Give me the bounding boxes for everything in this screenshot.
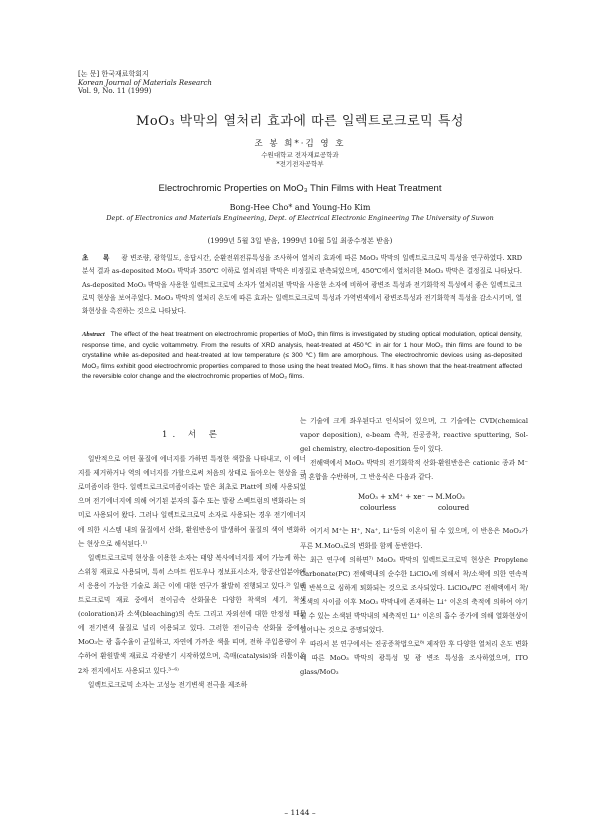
equation-label-coloured: coloured [438,504,470,513]
korean-abstract-text: 광 변조량, 광학밀도, 응답시간, 순환전위전류특성을 조사하여 열처리 효과에 따른 MoO₃ 박막의 일렉트로크로믹 특성을 연구하였다. XRD 분석 결과 as-deposited MoO₃ 박막과 350℃ 이하로 열처리된 박막은 비정질로 판측되었으며, 450℃에서 열처리한 MoO₃ 박막은 결정질로 나타났다. As-deposited MoO₃ 박막을 사용한 일렉트로크로믹 소자가 열처리된 박막을 사용한 소자에 비하여 광변조 특성과 전기화학적 특성에서 좋은 일렉트로크로믹 현상을 보여주었다. MoO₃ 박막의 열처리 온도에 따른 효과는 일렉트로크로믹 특성과 가역변색에서 광변조특성과 전기화학적 특성을 감소시키며, 열화현상을 촉진하는 것으로 나타났다. [82,254,522,316]
english-abstract-text: The effect of the heat treatment on electrochromic properties of MoO₃ thin films is investigated by studing optical modulation, optical density, response time, and cyclic voltammetry. From the results of XRD analysis, heat-treated at 450℃ in air for 1 hour MoO₃ thin films are found to be crystalline while as-deposited and heat-treated at low temperature (≤ 300 ℃) film are amorphous. The electrochromic devices using as-deposited MoO₃ films exhibit good electrochromic properties compared to those using the heat treated MoO₃ films. It has shown that the heat-treatment affected the reversible color change and the electrochromic properties of MoO₃ films. [82,331,522,381]
korean-affiliation-2: *전기전자공학부 [276,160,324,168]
equation-labels [300,503,528,514]
english-authors: Bong-Hee Cho* and Young-Ho Kim [229,203,371,212]
equation-label-colourless: colourless [360,504,397,513]
body-paragraph: 는 기술에 크게 좌우된다고 인식되어 있으며, 그 기술에는 CVD(chemical vapor deposition), e-beam 측착, 진공증착, reactive sputtering, Sol-gel chemistry, electro-deposition 등이 있다. [300,417,528,454]
korean-title: MoO₃ 박막의 열처리 효과에 따른 일렉트로크로믹 특성 [136,114,464,129]
body-paragraph: 여기서 M⁺는 H⁺, Na⁺, Li⁺등의 이온이 될 수 있으며, 이 반응은 MoO₃가 푸른 M.MoO₃로의 변화를 함께 동반한다. [300,527,528,550]
english-abstract [82,330,522,383]
equation-line: MoO₃ + xM⁺ + xe⁻ → M.MoO₃ [358,493,465,502]
korean-abstract [82,252,522,318]
page-number: – 1144 – [284,808,316,817]
body-paragraph: 따라서 본 연구에서는 진공증착법으로⁸⁾ 제작한 후 다양한 열처리 온도 변화에 따른 MoO₃ 박막의 광특성 및 광 변조 특성을 조사하였으며, ITO glass/MoO₃ [300,640,528,677]
journal-name-english: Korean Journal of Materials Research [78,78,212,87]
journal-name-korean: [논 문] 한국재료학회지 [78,70,149,78]
journal-volume: Vol. 9, No. 11 (1999) [78,87,152,95]
korean-affiliations [0,151,600,169]
english-title: Electrochromic Properties on MoO₃ Thin Films with Heat Treatment [158,183,442,194]
body-paragraph: 일렉트로크로믹 소자는 고성능 전기변색 전극을 제조하 [88,680,248,689]
reaction-equation [300,492,528,514]
body-paragraph: 일렉트로크로믹 현상을 이용한 소자는 태양 복사에너지를 제어 가능케 하는 스위칭 재료로 사용되며, 특히 스마트 윈도우나 정보표시소자, 항공산업분야에서 응용이 가능한 기술로 최근 이에 대한 연구가 활발히 진행되고 있다.²⁾ 일렉트로크로믹 재료 중에서 전이금속 산화물은 다양한 착색의 세기, 착색(coloration)과 소색(bleaching)의 속도 그리고 자외선에 대한 안정성 때문에 전기변색 물질로 널리 이용되고 있다. 그러한 전이금속 산화물 중에서 MoO₃는 광 흡수율이 균일하고, 자연에 가까운 색을 띠며, 전하 주입용량이 우수하여 환원발색 재료로 각광받기 시작하였으며, 촉매(catalysis)와 리튬이온 2차 전지에서도 사용되고 있다.³⁻⁶⁾ [78,553,306,675]
right-column [300,414,528,680]
body-paragraph: 일반적으로 어떤 물질에 에너지를 가하면 특정한 색깔을 나타내고, 이 에너지를 제거하거나 역의 에너지를 가할으로써 처음의 상태로 돌아오는 현상을 크로미즘이라 한다. 일렉트로크로미즘이라는 말은 최초로 Platt에 의해 사용되었으며 전기에너지에 의해 여기된 분자의 흡수 또는 발광 스펙트럼의 변화라는 의미로 사용되어 왔다. 그러나 일렉트로크로믹 소자로 사용되는 경우 전기에너지에 의한 시스템 내의 물질에서 산화, 환원반응이 발생하여 물질의 색이 변화하는 현상으로 해석된다.¹⁾ [78,455,306,548]
korean-abstract-label: 초 록 [82,254,116,262]
english-affiliation: Dept. of Electronics and Materials Engineering, Dept. of Electrical Electronic Engineering The University of Suwon [106,214,494,222]
korean-affiliation-1: 수원대학교 전자재료공학과 [261,151,339,159]
body-paragraph: 최근 연구에 의하면⁷⁾ MoO₃ 박막의 일렉트로크로믹 현상은 Propylene Carbonate(PC) 전해액내의 순수한 LiClO₄에 의해서 착/소색에 의한 연속적인 반복으로 심하게 퇴화되는 것으로 조사되었다. LiClO₄/PC 전해액에서 착/소색의 사이클 이후 MoO₃ 박막내에 존재하는 Li⁺ 이온의 축적에 의하여 야기될 수 있는 소색된 박막내의 체축적인 Li⁺ 이온의 흡수 증가에 의해 열화현상이 일어나는 것으로 증명되었다. [300,555,528,635]
korean-authors: 조 봉 희*·김 영 호 [254,139,346,149]
received-dates: (1999년 5월 3일 받음, 1999년 10월 5일 최종수정본 받음) [207,237,393,245]
english-abstract-label: Abstract [82,331,105,338]
body-paragraph: 전해액에서 MoO₃ 박막의 전기화학적 산화·환원반응은 cationic 종과 M⁻의 혼합을 수반하며, 그 반응식은 다음과 같다. [300,459,528,482]
journal-header [78,70,212,96]
left-column [78,420,306,692]
section-title-introduction: 1. 서 론 [162,430,222,440]
